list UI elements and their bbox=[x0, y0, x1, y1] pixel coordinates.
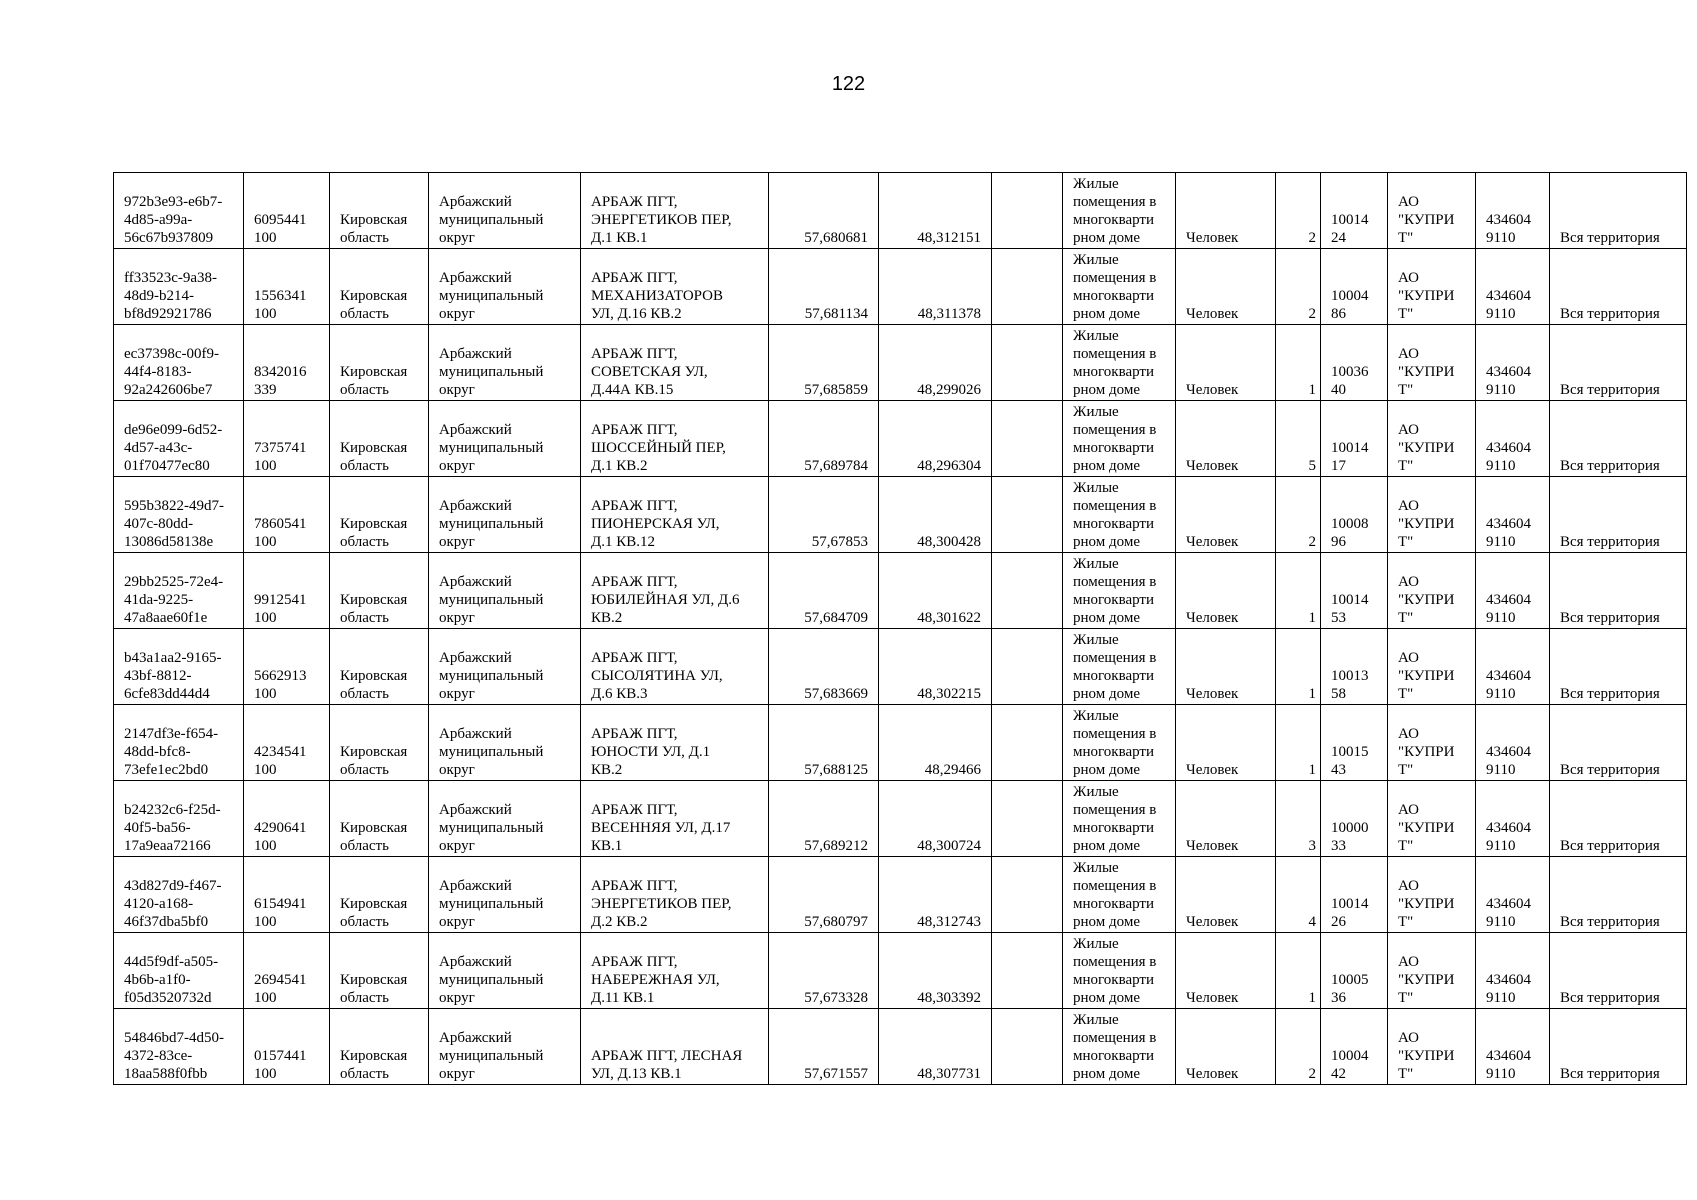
cell-organization: АО "КУПРИ Т" bbox=[1388, 857, 1476, 933]
cell-id: 10004 86 bbox=[1321, 249, 1388, 325]
cell-id: 10004 42 bbox=[1321, 1009, 1388, 1085]
cell-unit: Человек bbox=[1176, 781, 1276, 857]
table-row bbox=[114, 401, 1687, 477]
cell-longitude: 48,312743 bbox=[879, 857, 992, 933]
table-row bbox=[114, 477, 1687, 553]
cell-territory: Вся территория bbox=[1550, 401, 1687, 477]
cell-empty bbox=[992, 857, 1063, 933]
cell-district: Арбажский муниципальный округ bbox=[429, 933, 581, 1009]
cell-uuid: ec37398c-00f9- 44f4-8183- 92a242606be7 bbox=[114, 325, 244, 401]
cell-region: Кировская область bbox=[330, 781, 429, 857]
cell-district: Арбажский муниципальный округ bbox=[429, 705, 581, 781]
cell-organization: АО "КУПРИ Т" bbox=[1388, 249, 1476, 325]
cell-territory: Вся территория bbox=[1550, 781, 1687, 857]
cell-uuid: 29bb2525-72e4- 41da-9225- 47a8aae60f1e bbox=[114, 553, 244, 629]
table-row bbox=[114, 933, 1687, 1009]
cell-code: 9912541 100 bbox=[244, 553, 330, 629]
cell-count: 5 bbox=[1276, 401, 1321, 477]
cell-organization: АО "КУПРИ Т" bbox=[1388, 629, 1476, 705]
cell-territory: Вся территория bbox=[1550, 1009, 1687, 1085]
cell-uuid: 595b3822-49d7- 407c-80dd- 13086d58138e bbox=[114, 477, 244, 553]
cell-latitude: 57,67853 bbox=[769, 477, 879, 553]
table-row bbox=[114, 629, 1687, 705]
cell-region: Кировская область bbox=[330, 1009, 429, 1085]
cell-organization: АО "КУПРИ Т" bbox=[1388, 1009, 1476, 1085]
cell-inn: 434604 9110 bbox=[1476, 553, 1550, 629]
cell-inn: 434604 9110 bbox=[1476, 249, 1550, 325]
cell-longitude: 48,300428 bbox=[879, 477, 992, 553]
cell-count: 1 bbox=[1276, 933, 1321, 1009]
cell-uuid: de96e099-6d52- 4d57-a43c- 01f70477ec80 bbox=[114, 401, 244, 477]
cell-longitude: 48,307731 bbox=[879, 1009, 992, 1085]
cell-longitude: 48,29466 bbox=[879, 705, 992, 781]
cell-code: 6095441 100 bbox=[244, 173, 330, 249]
cell-count: 2 bbox=[1276, 1009, 1321, 1085]
cell-address: АРБАЖ ПГТ, НАБЕРЕЖНАЯ УЛ, Д.11 КВ.1 bbox=[581, 933, 769, 1009]
cell-territory: Вся территория bbox=[1550, 933, 1687, 1009]
cell-count: 1 bbox=[1276, 705, 1321, 781]
cell-organization: АО "КУПРИ Т" bbox=[1388, 553, 1476, 629]
cell-organization: АО "КУПРИ Т" bbox=[1388, 705, 1476, 781]
cell-inn: 434604 9110 bbox=[1476, 857, 1550, 933]
cell-code: 6154941 100 bbox=[244, 857, 330, 933]
cell-uuid: ff33523c-9a38- 48d9-b214- bf8d92921786 bbox=[114, 249, 244, 325]
cell-premises-type: Жилые помещения в многокварти рном доме bbox=[1063, 477, 1176, 553]
cell-address: АРБАЖ ПГТ, СЫСОЛЯТИНА УЛ, Д.6 КВ.3 bbox=[581, 629, 769, 705]
cell-organization: АО "КУПРИ Т" bbox=[1388, 173, 1476, 249]
cell-unit: Человек bbox=[1176, 553, 1276, 629]
cell-inn: 434604 9110 bbox=[1476, 781, 1550, 857]
cell-district: Арбажский муниципальный округ bbox=[429, 249, 581, 325]
cell-count: 1 bbox=[1276, 325, 1321, 401]
cell-premises-type: Жилые помещения в многокварти рном доме bbox=[1063, 781, 1176, 857]
cell-longitude: 48,311378 bbox=[879, 249, 992, 325]
cell-address: АРБАЖ ПГТ, ЮБИЛЕЙНАЯ УЛ, Д.6 КВ.2 bbox=[581, 553, 769, 629]
cell-district: Арбажский муниципальный округ bbox=[429, 553, 581, 629]
cell-inn: 434604 9110 bbox=[1476, 477, 1550, 553]
cell-district: Арбажский муниципальный округ bbox=[429, 173, 581, 249]
cell-id: 10005 36 bbox=[1321, 933, 1388, 1009]
cell-organization: АО "КУПРИ Т" bbox=[1388, 401, 1476, 477]
cell-address: АРБАЖ ПГТ, ЛЕСНАЯ УЛ, Д.13 КВ.1 bbox=[581, 1009, 769, 1085]
cell-unit: Человек bbox=[1176, 401, 1276, 477]
cell-id: 10014 26 bbox=[1321, 857, 1388, 933]
table-row bbox=[114, 705, 1687, 781]
registry-table-body bbox=[114, 173, 1687, 1085]
cell-latitude: 57,684709 bbox=[769, 553, 879, 629]
cell-territory: Вся территория bbox=[1550, 173, 1687, 249]
cell-longitude: 48,303392 bbox=[879, 933, 992, 1009]
cell-premises-type: Жилые помещения в многокварти рном доме bbox=[1063, 705, 1176, 781]
cell-uuid: 43d827d9-f467- 4120-a168- 46f37dba5bf0 bbox=[114, 857, 244, 933]
cell-code: 1556341 100 bbox=[244, 249, 330, 325]
cell-region: Кировская область bbox=[330, 325, 429, 401]
cell-empty bbox=[992, 401, 1063, 477]
table-row bbox=[114, 1009, 1687, 1085]
cell-code: 0157441 100 bbox=[244, 1009, 330, 1085]
cell-latitude: 57,680797 bbox=[769, 857, 879, 933]
cell-latitude: 57,688125 bbox=[769, 705, 879, 781]
cell-uuid: 2147df3e-f654- 48dd-bfc8- 73efe1ec2bd0 bbox=[114, 705, 244, 781]
cell-territory: Вся территория bbox=[1550, 477, 1687, 553]
cell-id: 10014 24 bbox=[1321, 173, 1388, 249]
cell-premises-type: Жилые помещения в многокварти рном доме bbox=[1063, 173, 1176, 249]
cell-premises-type: Жилые помещения в многокварти рном доме bbox=[1063, 1009, 1176, 1085]
cell-id: 10008 96 bbox=[1321, 477, 1388, 553]
table-row bbox=[114, 173, 1687, 249]
cell-premises-type: Жилые помещения в многокварти рном доме bbox=[1063, 857, 1176, 933]
cell-territory: Вся территория bbox=[1550, 249, 1687, 325]
cell-code: 4234541 100 bbox=[244, 705, 330, 781]
cell-unit: Человек bbox=[1176, 705, 1276, 781]
cell-organization: АО "КУПРИ Т" bbox=[1388, 781, 1476, 857]
cell-empty bbox=[992, 629, 1063, 705]
cell-territory: Вся территория bbox=[1550, 629, 1687, 705]
cell-longitude: 48,312151 bbox=[879, 173, 992, 249]
cell-premises-type: Жилые помещения в многокварти рном доме bbox=[1063, 401, 1176, 477]
cell-longitude: 48,301622 bbox=[879, 553, 992, 629]
cell-unit: Человек bbox=[1176, 477, 1276, 553]
cell-inn: 434604 9110 bbox=[1476, 173, 1550, 249]
cell-unit: Человек bbox=[1176, 173, 1276, 249]
cell-latitude: 57,689784 bbox=[769, 401, 879, 477]
table-row bbox=[114, 781, 1687, 857]
cell-district: Арбажский муниципальный округ bbox=[429, 401, 581, 477]
cell-address: АРБАЖ ПГТ, ВЕСЕННЯЯ УЛ, Д.17 КВ.1 bbox=[581, 781, 769, 857]
cell-address: АРБАЖ ПГТ, ШОССЕЙНЫЙ ПЕР, Д.1 КВ.2 bbox=[581, 401, 769, 477]
table-row bbox=[114, 325, 1687, 401]
cell-latitude: 57,681134 bbox=[769, 249, 879, 325]
cell-premises-type: Жилые помещения в многокварти рном доме bbox=[1063, 249, 1176, 325]
cell-inn: 434604 9110 bbox=[1476, 933, 1550, 1009]
cell-empty bbox=[992, 477, 1063, 553]
cell-premises-type: Жилые помещения в многокварти рном доме bbox=[1063, 325, 1176, 401]
cell-district: Арбажский муниципальный округ bbox=[429, 781, 581, 857]
cell-district: Арбажский муниципальный округ bbox=[429, 857, 581, 933]
cell-region: Кировская область bbox=[330, 173, 429, 249]
cell-premises-type: Жилые помещения в многокварти рном доме bbox=[1063, 933, 1176, 1009]
cell-territory: Вся территория bbox=[1550, 325, 1687, 401]
cell-latitude: 57,683669 bbox=[769, 629, 879, 705]
cell-territory: Вся территория bbox=[1550, 857, 1687, 933]
cell-empty bbox=[992, 173, 1063, 249]
cell-count: 3 bbox=[1276, 781, 1321, 857]
cell-id: 10015 43 bbox=[1321, 705, 1388, 781]
cell-empty bbox=[992, 1009, 1063, 1085]
cell-code: 7860541 100 bbox=[244, 477, 330, 553]
cell-district: Арбажский муниципальный округ bbox=[429, 629, 581, 705]
table-row bbox=[114, 553, 1687, 629]
cell-inn: 434604 9110 bbox=[1476, 325, 1550, 401]
cell-code: 8342016 339 bbox=[244, 325, 330, 401]
cell-region: Кировская область bbox=[330, 705, 429, 781]
cell-inn: 434604 9110 bbox=[1476, 401, 1550, 477]
cell-organization: АО "КУПРИ Т" bbox=[1388, 477, 1476, 553]
cell-unit: Человек bbox=[1176, 857, 1276, 933]
cell-id: 10014 53 bbox=[1321, 553, 1388, 629]
cell-id: 10013 58 bbox=[1321, 629, 1388, 705]
cell-count: 2 bbox=[1276, 477, 1321, 553]
cell-code: 4290641 100 bbox=[244, 781, 330, 857]
cell-latitude: 57,671557 bbox=[769, 1009, 879, 1085]
cell-unit: Человек bbox=[1176, 1009, 1276, 1085]
cell-inn: 434604 9110 bbox=[1476, 1009, 1550, 1085]
cell-latitude: 57,685859 bbox=[769, 325, 879, 401]
cell-unit: Человек bbox=[1176, 249, 1276, 325]
cell-region: Кировская область bbox=[330, 249, 429, 325]
cell-uuid: 54846bd7-4d50- 4372-83ce- 18aa588f0fbb bbox=[114, 1009, 244, 1085]
cell-region: Кировская область bbox=[330, 933, 429, 1009]
cell-inn: 434604 9110 bbox=[1476, 629, 1550, 705]
cell-count: 4 bbox=[1276, 857, 1321, 933]
cell-empty bbox=[992, 705, 1063, 781]
cell-organization: АО "КУПРИ Т" bbox=[1388, 933, 1476, 1009]
cell-address: АРБАЖ ПГТ, МЕХАНИЗАТОРОВ УЛ, Д.16 КВ.2 bbox=[581, 249, 769, 325]
cell-count: 2 bbox=[1276, 249, 1321, 325]
page-number: 122 bbox=[831, 73, 866, 95]
cell-longitude: 48,302215 bbox=[879, 629, 992, 705]
cell-count: 2 bbox=[1276, 173, 1321, 249]
cell-territory: Вся территория bbox=[1550, 705, 1687, 781]
cell-region: Кировская область bbox=[330, 629, 429, 705]
cell-uuid: b24232c6-f25d- 40f5-ba56- 17a9eaa72166 bbox=[114, 781, 244, 857]
cell-unit: Человек bbox=[1176, 629, 1276, 705]
table-row bbox=[114, 249, 1687, 325]
cell-unit: Человек bbox=[1176, 933, 1276, 1009]
cell-region: Кировская область bbox=[330, 477, 429, 553]
cell-empty bbox=[992, 553, 1063, 629]
cell-code: 7375741 100 bbox=[244, 401, 330, 477]
cell-region: Кировская область bbox=[330, 401, 429, 477]
table-row bbox=[114, 857, 1687, 933]
cell-region: Кировская область bbox=[330, 857, 429, 933]
cell-longitude: 48,300724 bbox=[879, 781, 992, 857]
cell-code: 5662913 100 bbox=[244, 629, 330, 705]
cell-id: 10036 40 bbox=[1321, 325, 1388, 401]
registry-table bbox=[113, 172, 1687, 1085]
cell-empty bbox=[992, 249, 1063, 325]
cell-uuid: 972b3e93-e6b7- 4d85-a99a- 56c67b937809 bbox=[114, 173, 244, 249]
cell-empty bbox=[992, 933, 1063, 1009]
cell-district: Арбажский муниципальный округ bbox=[429, 1009, 581, 1085]
cell-address: АРБАЖ ПГТ, ЮНОСТИ УЛ, Д.1 КВ.2 bbox=[581, 705, 769, 781]
cell-inn: 434604 9110 bbox=[1476, 705, 1550, 781]
cell-latitude: 57,680681 bbox=[769, 173, 879, 249]
cell-empty bbox=[992, 781, 1063, 857]
cell-premises-type: Жилые помещения в многокварти рном доме bbox=[1063, 553, 1176, 629]
cell-premises-type: Жилые помещения в многокварти рном доме bbox=[1063, 629, 1176, 705]
cell-organization: АО "КУПРИ Т" bbox=[1388, 325, 1476, 401]
cell-address: АРБАЖ ПГТ, ЭНЕРГЕТИКОВ ПЕР, Д.1 КВ.1 bbox=[581, 173, 769, 249]
cell-id: 10014 17 bbox=[1321, 401, 1388, 477]
cell-longitude: 48,299026 bbox=[879, 325, 992, 401]
cell-id: 10000 33 bbox=[1321, 781, 1388, 857]
cell-district: Арбажский муниципальный округ bbox=[429, 477, 581, 553]
cell-latitude: 57,689212 bbox=[769, 781, 879, 857]
cell-territory: Вся территория bbox=[1550, 553, 1687, 629]
cell-uuid: 44d5f9df-a505- 4b6b-a1f0- f05d3520732d bbox=[114, 933, 244, 1009]
cell-empty bbox=[992, 325, 1063, 401]
cell-unit: Человек bbox=[1176, 325, 1276, 401]
cell-region: Кировская область bbox=[330, 553, 429, 629]
cell-code: 2694541 100 bbox=[244, 933, 330, 1009]
cell-address: АРБАЖ ПГТ, ПИОНЕРСКАЯ УЛ, Д.1 КВ.12 bbox=[581, 477, 769, 553]
cell-uuid: b43a1aa2-9165- 43bf-8812- 6cfe83dd44d4 bbox=[114, 629, 244, 705]
cell-latitude: 57,673328 bbox=[769, 933, 879, 1009]
cell-count: 1 bbox=[1276, 553, 1321, 629]
cell-count: 1 bbox=[1276, 629, 1321, 705]
cell-district: Арбажский муниципальный округ bbox=[429, 325, 581, 401]
cell-address: АРБАЖ ПГТ, ЭНЕРГЕТИКОВ ПЕР, Д.2 КВ.2 bbox=[581, 857, 769, 933]
cell-address: АРБАЖ ПГТ, СОВЕТСКАЯ УЛ, Д.44А КВ.15 bbox=[581, 325, 769, 401]
cell-longitude: 48,296304 bbox=[879, 401, 992, 477]
